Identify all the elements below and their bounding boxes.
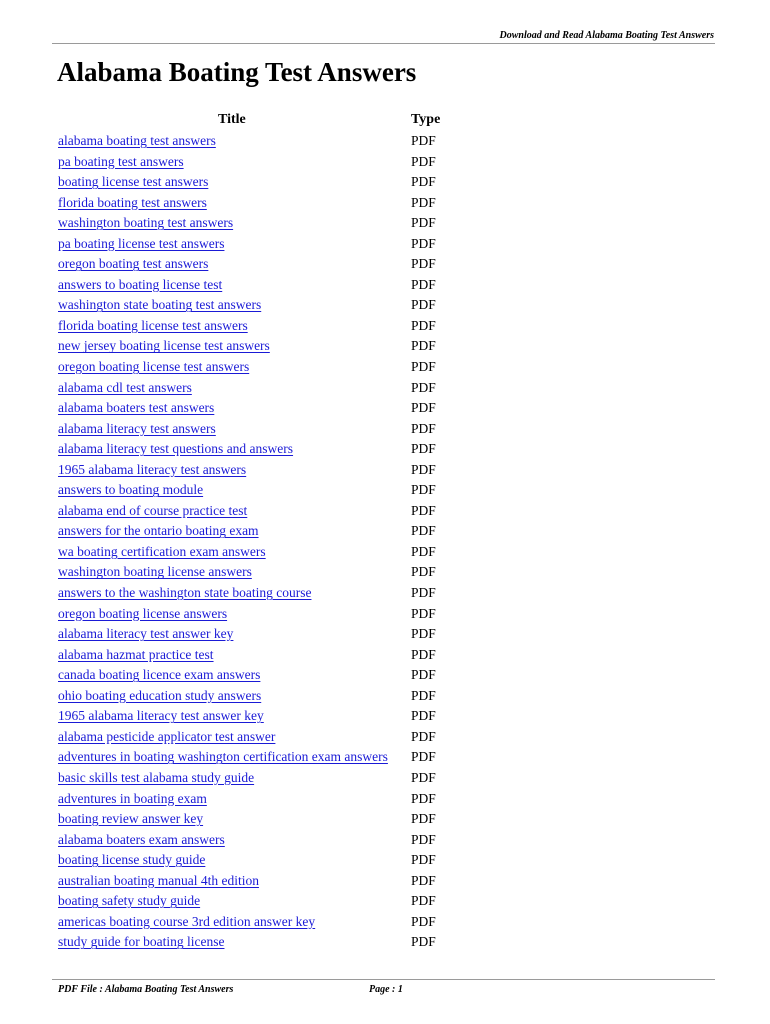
footer-file-label: PDF File : Alabama Boating Test Answers bbox=[58, 984, 234, 995]
file-type-label: PDF bbox=[411, 811, 436, 827]
document-link[interactable]: pa boating test answers bbox=[58, 153, 184, 169]
document-link[interactable]: answers to boating module bbox=[58, 482, 204, 498]
document-link[interactable]: oregon boating license test answers bbox=[58, 359, 250, 375]
footer-page-number: Page : 1 bbox=[369, 984, 403, 995]
file-type-label: PDF bbox=[411, 769, 436, 785]
file-type-label: PDF bbox=[411, 523, 436, 539]
column-header-title: Title bbox=[218, 112, 246, 127]
file-type-label: PDF bbox=[411, 831, 436, 847]
document-link[interactable]: washington boating test answers bbox=[58, 215, 234, 231]
file-type-label: PDF bbox=[411, 400, 436, 416]
document-link[interactable]: wa boating certification exam answers bbox=[58, 543, 266, 559]
document-link[interactable]: answers to the washington state boating course bbox=[58, 585, 312, 601]
file-type-label: PDF bbox=[411, 893, 436, 909]
document-link[interactable]: alabama pesticide applicator test answer bbox=[58, 728, 276, 744]
document-link[interactable]: oregon boating license answers bbox=[58, 605, 228, 621]
file-type-label: PDF bbox=[411, 256, 436, 272]
file-type-label: PDF bbox=[411, 153, 436, 169]
document-link[interactable]: new jersey boating license test answers bbox=[58, 338, 270, 354]
file-type-label: PDF bbox=[411, 215, 436, 231]
document-link[interactable]: florida boating license test answers bbox=[58, 317, 248, 333]
file-type-label: PDF bbox=[411, 338, 436, 354]
file-type-label: PDF bbox=[411, 585, 436, 601]
file-type-label: PDF bbox=[411, 317, 436, 333]
file-type-label: PDF bbox=[411, 543, 436, 559]
document-link[interactable]: alabama literacy test answers bbox=[58, 420, 216, 436]
footer-divider bbox=[52, 979, 715, 980]
file-type-label: PDF bbox=[411, 482, 436, 498]
file-type-label: PDF bbox=[411, 626, 436, 642]
column-header-type: Type bbox=[411, 112, 441, 127]
document-link[interactable]: alabama literacy test questions and answers bbox=[58, 441, 294, 457]
document-link[interactable]: alabama end of course practice test bbox=[58, 502, 248, 518]
document-link[interactable]: australian boating manual 4th edition bbox=[58, 872, 259, 888]
file-type-label: PDF bbox=[411, 852, 436, 868]
file-type-label: PDF bbox=[411, 667, 436, 683]
file-type-label: PDF bbox=[411, 728, 436, 744]
document-link[interactable]: ohio boating education study answers bbox=[58, 687, 262, 703]
file-type-label: PDF bbox=[411, 359, 436, 375]
file-type-label: PDF bbox=[411, 502, 436, 518]
document-link[interactable]: boating license test answers bbox=[58, 174, 209, 190]
document-link[interactable]: florida boating test answers bbox=[58, 194, 207, 210]
file-type-label: PDF bbox=[411, 605, 436, 621]
page-header-text: Download and Read Alabama Boating Test Answers bbox=[499, 30, 714, 41]
document-link[interactable]: canada boating licence exam answers bbox=[58, 667, 261, 683]
file-type-label: PDF bbox=[411, 564, 436, 580]
document-link[interactable]: oregon boating test answers bbox=[58, 256, 209, 272]
document-link[interactable]: alabama literacy test answer key bbox=[58, 626, 234, 642]
file-type-label: PDF bbox=[411, 872, 436, 888]
file-type-label: PDF bbox=[411, 687, 436, 703]
file-type-label: PDF bbox=[411, 441, 436, 457]
document-link[interactable]: boating review answer key bbox=[58, 811, 204, 827]
document-link[interactable]: alabama cdl test answers bbox=[58, 379, 192, 395]
document-link[interactable]: basic skills test alabama study guide bbox=[58, 769, 255, 785]
document-link[interactable]: 1965 alabama literacy test answer key bbox=[58, 708, 264, 724]
document-link[interactable]: pa boating license test answers bbox=[58, 235, 225, 251]
file-type-label: PDF bbox=[411, 420, 436, 436]
file-type-label: PDF bbox=[411, 379, 436, 395]
document-link[interactable]: boating license study guide bbox=[58, 852, 206, 868]
document-link[interactable]: answers to boating license test bbox=[58, 276, 223, 292]
file-type-label: PDF bbox=[411, 708, 436, 724]
file-type-label: PDF bbox=[411, 749, 436, 765]
header-divider bbox=[52, 43, 715, 44]
file-type-label: PDF bbox=[411, 297, 436, 313]
file-type-label: PDF bbox=[411, 194, 436, 210]
document-link[interactable]: answers for the ontario boating exam bbox=[58, 523, 259, 539]
file-type-label: PDF bbox=[411, 174, 436, 190]
document-link[interactable]: boating safety study guide bbox=[58, 893, 201, 909]
file-type-label: PDF bbox=[411, 133, 436, 148]
file-type-label: PDF bbox=[411, 276, 436, 292]
document-link[interactable]: washington state boating test answers bbox=[58, 297, 262, 313]
document-link[interactable]: 1965 alabama literacy test answers bbox=[58, 461, 247, 477]
document-link[interactable]: alabama boaters test answers bbox=[58, 400, 215, 416]
document-link[interactable]: alabama boaters exam answers bbox=[58, 831, 225, 847]
file-type-label: PDF bbox=[411, 235, 436, 251]
file-type-label: PDF bbox=[411, 913, 436, 929]
document-link[interactable]: alabama hazmat practice test bbox=[58, 646, 214, 662]
document-link[interactable]: washington boating license answers bbox=[58, 564, 252, 580]
document-title: Alabama Boating Test Answers bbox=[57, 57, 417, 87]
document-link[interactable]: americas boating course 3rd edition answer key bbox=[58, 913, 316, 929]
document-link[interactable]: alabama boating test answers bbox=[58, 133, 216, 148]
file-type-label: PDF bbox=[411, 646, 436, 662]
document-link[interactable]: study guide for boating license bbox=[58, 934, 225, 950]
file-type-label: PDF bbox=[411, 461, 436, 477]
file-type-label: PDF bbox=[411, 790, 436, 806]
file-type-label: PDF bbox=[411, 934, 436, 950]
document-link[interactable]: adventures in boating washington certification exam answers bbox=[58, 749, 388, 765]
document-link[interactable]: adventures in boating exam bbox=[58, 790, 207, 806]
